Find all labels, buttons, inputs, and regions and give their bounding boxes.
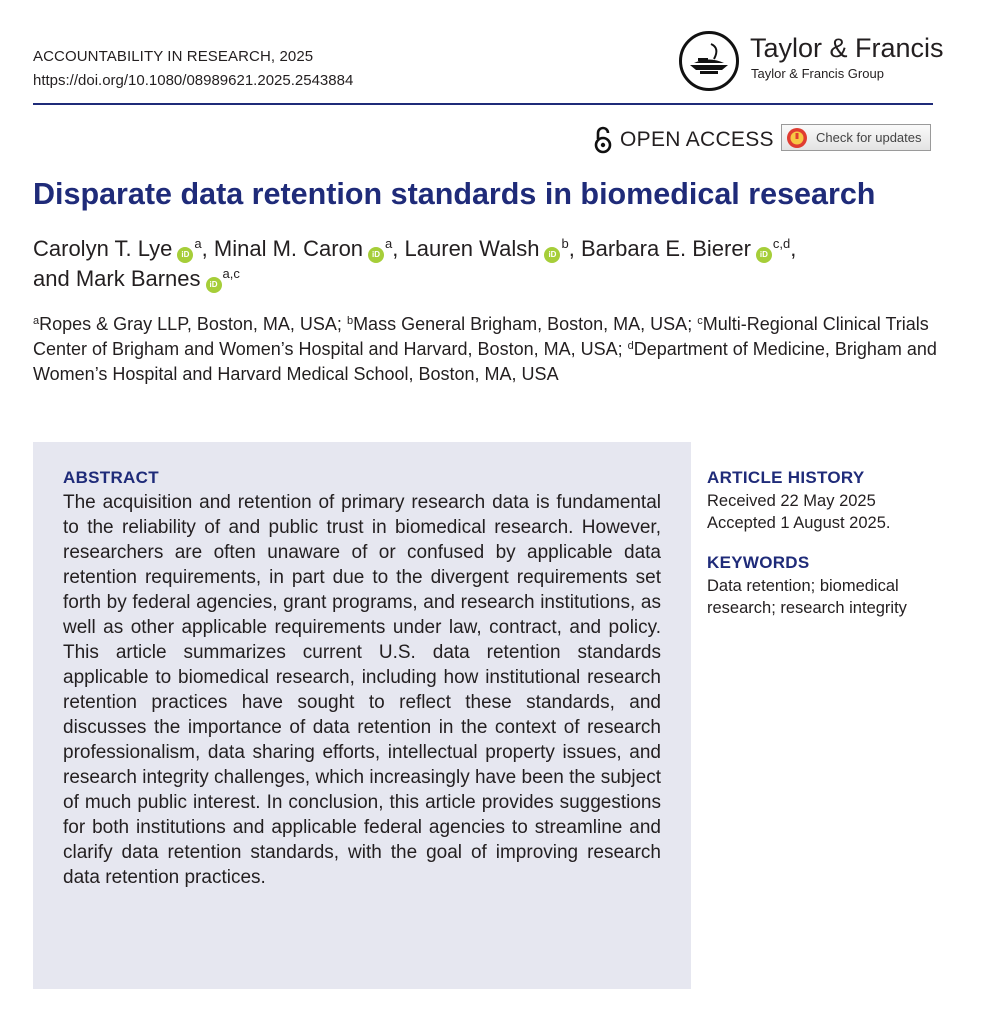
author-list xyxy=(33,234,933,294)
affiliation-text: Ropes & Gray LLP, Boston, MA, USA; xyxy=(39,314,347,334)
author-separator: , xyxy=(790,236,797,261)
author-affiliation-mark: c,d xyxy=(772,236,791,251)
check-for-updates-label: Check for updates xyxy=(816,130,922,145)
author-name[interactable]: Carolyn T. Lye xyxy=(33,236,173,261)
accepted-date: Accepted 1 August 2025. xyxy=(707,514,891,532)
orcid-icon[interactable]: iD xyxy=(206,277,222,293)
affiliation-text: Mass General Brigham, Boston, MA, USA; xyxy=(353,314,698,334)
author-entry xyxy=(581,236,796,261)
keywords-heading: KEYWORDS xyxy=(707,553,810,572)
orcid-icon[interactable]: iD xyxy=(544,247,560,263)
affiliation-text: Multi-Regional Clinical Trials Center of Brigham and Women’s Hospital and Harvard, Boston, MA, USA; xyxy=(33,314,929,359)
author-separator: , xyxy=(392,236,399,261)
author-affiliation-mark: a,c xyxy=(222,266,240,281)
author-entry xyxy=(214,236,399,261)
keywords-line: research; research integrity xyxy=(707,599,907,617)
author-name[interactable]: Minal M. Caron xyxy=(213,236,364,261)
doi-link[interactable]: https://doi.org/10.1080/08989621.2025.2543884 xyxy=(33,72,354,89)
author-entry xyxy=(33,236,208,261)
article-title: Disparate data retention standards in biomedical research xyxy=(33,177,876,211)
orcid-icon[interactable]: iD xyxy=(756,247,772,263)
publisher-name: Taylor & Francis xyxy=(750,33,944,63)
author-name[interactable]: Lauren Walsh xyxy=(404,236,540,261)
abstract-heading: ABSTRACT xyxy=(63,468,159,487)
received-date: Received 22 May 2025 xyxy=(707,492,876,510)
keywords-line: Data retention; biomedical xyxy=(707,577,899,595)
open-access-label: OPEN ACCESS xyxy=(620,128,774,151)
affiliation-mark: b xyxy=(346,315,354,327)
author-entry xyxy=(405,236,575,261)
update-circle-icon xyxy=(786,127,808,149)
publisher-group: Taylor & Francis Group xyxy=(751,66,884,81)
author-affiliation-mark: a xyxy=(194,236,202,251)
journal-citation: ACCOUNTABILITY IN RESEARCH, 2025 xyxy=(33,48,314,65)
affiliation-mark: a xyxy=(33,315,40,327)
author-separator: , xyxy=(201,236,208,261)
article-history-heading: ARTICLE HISTORY xyxy=(707,468,865,487)
publisher-logo-icon xyxy=(678,30,740,92)
affiliations xyxy=(33,312,938,387)
affiliation-mark: c xyxy=(697,315,703,327)
open-access-badge xyxy=(594,125,774,155)
author-name[interactable]: Barbara E. Bierer xyxy=(580,236,751,261)
author-affiliation-mark: a xyxy=(385,236,393,251)
author-entry xyxy=(33,266,240,291)
abstract-body: The acquisition and retention of primary research data is fundamental to the reliability of and public trust in biomedical research. However, researchers are often unaware of or confused by applicable data retention requirements, in part due to the divergent requirements set forth by federal agencies, grant programs, and research institutions, as well as other applicable requirements under law, contract, and policy. This article summarizes current U.S. data retention standards applicable to biomedical research, including how institutional research retention practices have sought to reflect these standards, and discusses the importance of data retention in the context of research professionalism, data sharing efforts, intellectual property issues, and research integrity challenges, which increasingly have been the subject of much public interest. In conclusion, this article provides suggestions for both institutions and applicable federal agencies to streamline and clarify data retention standards, with the goal of improving research data retention practices. xyxy=(63,492,661,888)
author-affiliation-mark: b xyxy=(561,236,569,251)
orcid-icon[interactable]: iD xyxy=(368,247,384,263)
orcid-icon[interactable]: iD xyxy=(177,247,193,263)
affiliation-mark: d xyxy=(627,340,634,352)
author-name[interactable]: and Mark Barnes xyxy=(33,266,201,291)
open-lock-icon xyxy=(594,126,612,154)
affiliation-text: Department of Medicine, Brigham and Women’s Hospital and Harvard Medical School, Boston, MA, USA xyxy=(33,339,937,384)
author-separator: , xyxy=(568,236,575,261)
check-for-updates-button[interactable] xyxy=(781,124,931,151)
header-rule xyxy=(33,103,933,105)
